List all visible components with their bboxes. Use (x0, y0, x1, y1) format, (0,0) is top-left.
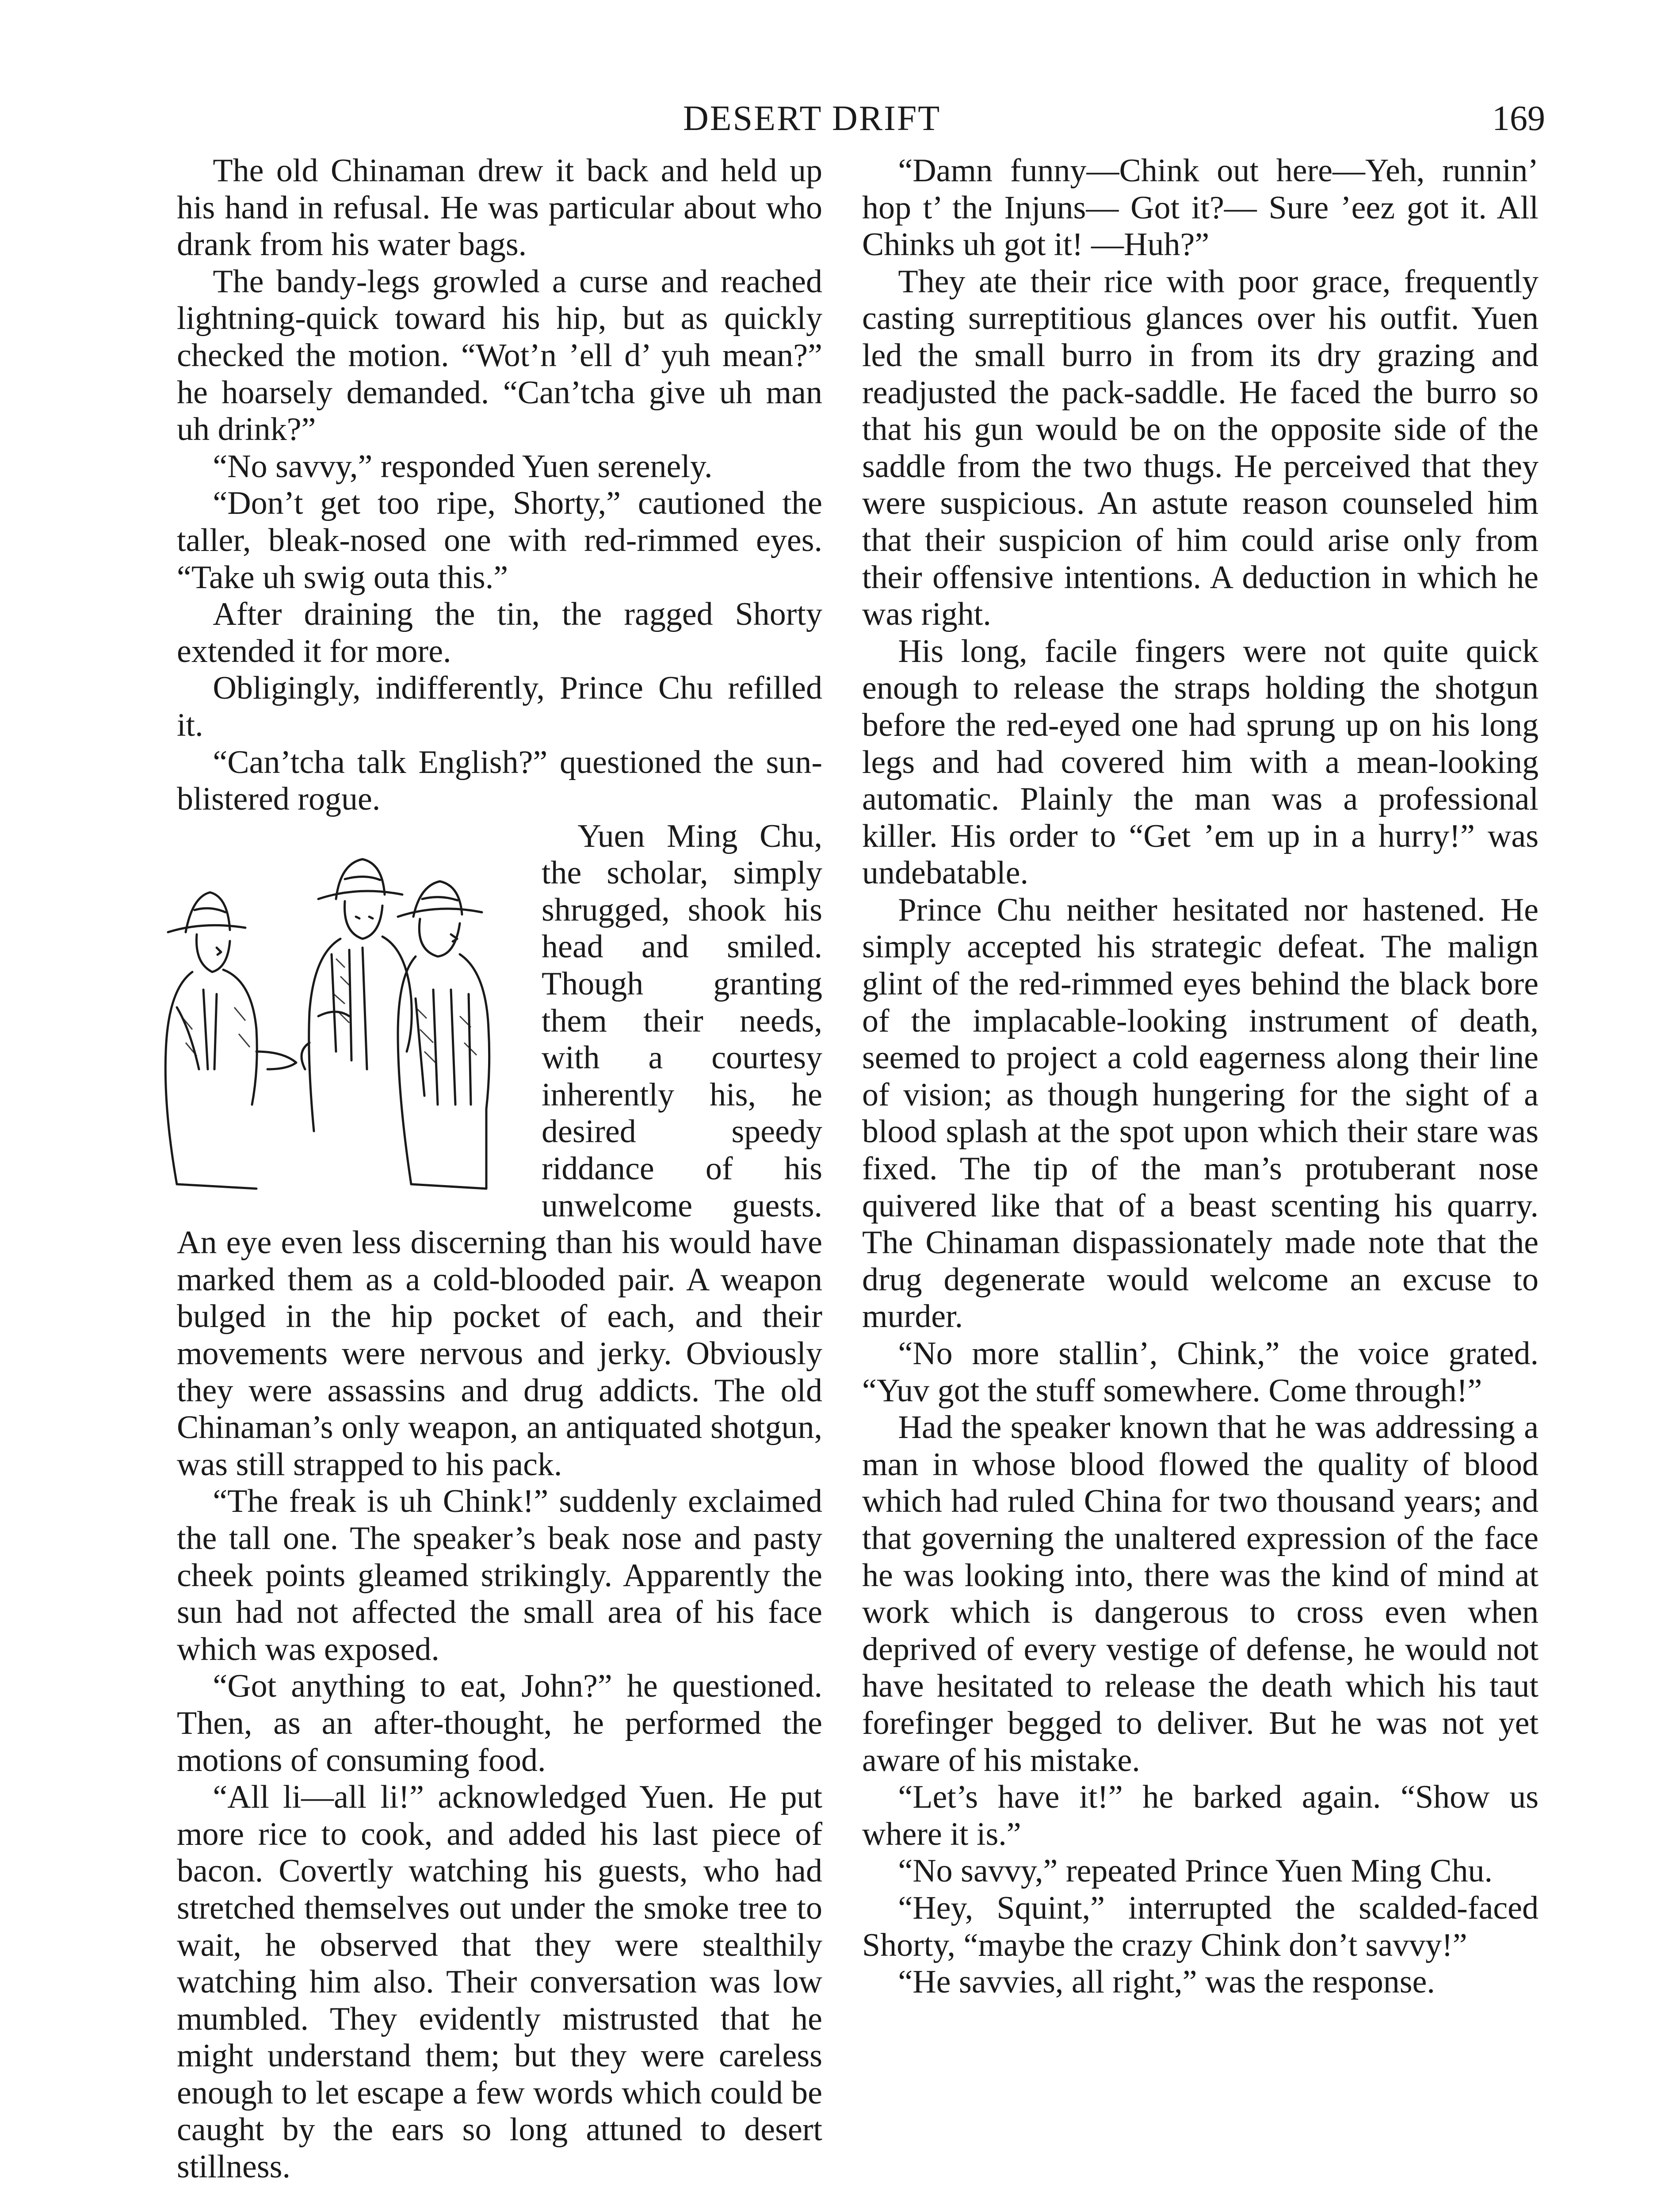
right-paragraph-7: “Let’s have it!” he barked again. “Show us where it is.” (862, 1779, 1539, 1852)
right-paragraph-9: “Hey, Squint,” interrupted the scalded-faced Shorty, “maybe the crazy Chink don’t savvy!” (862, 1890, 1539, 1963)
left-paragraph-9: “The freak is uh Chink!” suddenly exclaimed the tall one. The speaker’s beak nose and pasty cheek points gleamed strikingly. Apparently the sun had not affected the small area of his face which was exposed. (177, 1483, 822, 1668)
left-paragraph-6: Obligingly, indifferently, Prince Chu refilled it. (177, 670, 822, 743)
right-paragraph-3: His long, facile fingers were not quite quick enough to release the straps holding the shotgun before the red-eyed one had sprung up on his long legs and had covered him with a mean-looking automatic. Plainly the man was a professional killer. His order to “Get ’em up in a hurry!” was undebatable. (862, 633, 1539, 891)
left-paragraph-4: “Don’t get too ripe, Shorty,” cautioned the taller, bleak-nosed one with red-rimmed eyes. “Take uh swig outa this.” (177, 485, 822, 596)
right-paragraph-2: They ate their rice with poor grace, frequently casting surreptitious glances over his outfit. Yuen led the small burro in from its dry grazing and readjusted the pack-saddle. He faced the burro so that his gun would be on the opposite side of the saddle from the two thugs. He perceived that they were suspicious. An astute reason counseled him that their suspicion of him could arise only from their offensive intentions. A deduction in which he was right. (862, 263, 1539, 633)
left-paragraph-10: “Got anything to eat, John?” he questioned. Then, as an after-thought, he performed the motions of consuming food. (177, 1668, 822, 1779)
left-paragraph-1: The old Chinaman drew it back and held up his hand in refusal. He was particular about who drank from his water bags. (177, 153, 822, 263)
left-column (177, 153, 822, 2186)
running-head (0, 96, 1680, 145)
page-number: 169 (1492, 99, 1545, 138)
right-paragraph-5: “No more stallin’, Chink,” the voice grated. “Yuv got the stuff somewhere. Come through!” (862, 1335, 1539, 1409)
left-paragraph-8: Yuen Ming Chu, the scholar, simply shrugged, shook his head and smiled. Though granting them their needs, with a courtesy inherently his, he desired speedy riddance of his unwelcome guests. An eye even less discerning than his would have marked them as a cold-blooded pair. A weapon bulged in the hip pocket of each, and their movements were nervous and jerky. Obviously they were assassins and drug addicts. The old Chinaman’s only weapon, an antiquated shotgun, was still strapped to his pack. (177, 818, 822, 1483)
right-paragraph-1: “Damn funny—Chink out here—Yeh, runnin’ hop t’ the Injuns— Got it?— Sure ’eez got it. All Chinks uh got it! —Huh?” (862, 153, 1539, 263)
left-paragraph-11: “All li—all li!” acknowledged Yuen. He put more rice to cook, and added his last piece of bacon. Covertly watching his guests, who had stretched themselves out under the smoke tree to wait, he observed that they were stealthily watching him also. Their conversation was low mumbled. They evidently mistrusted that he might understand them; but they were careless enough to let escape a few words which could be caught by the ears so long attuned to desert stillness. (177, 1779, 822, 2185)
left-paragraph-2: The bandy-legs growled a curse and reached lightning-quick toward his hip, but as quickly checked the motion. “Wot’n ’ell d’ yuh mean?” he hoarsely demanded. “Can’tcha give uh man uh drink?” (177, 263, 822, 448)
right-column (862, 153, 1539, 2001)
left-paragraph-3: “No savvy,” responded Yuen serenely. (213, 448, 713, 485)
left-paragraph-7: “Can’tcha talk English?” questioned the sun-blistered rogue. (177, 744, 822, 818)
right-paragraph-10: “He savvies, all right,” was the response. (898, 1964, 1435, 2001)
left-paragraph-5: After draining the tin, the ragged Shorty extended it for more. (177, 596, 822, 669)
right-paragraph-8: “No savvy,” repeated Prince Yuen Ming Chu. (898, 1853, 1493, 1890)
pen-sketch-three-figures-icon (150, 822, 528, 1202)
right-paragraph-4: Prince Chu neither hesitated nor hastened. He simply accepted his strategic defeat. The malign glint of the red-rimmed eyes behind the black bore of the implacable-looking instrument of death, seemed to project a cold eagerness along their line of vision; as though hungering for the sight of a blood splash at the spot upon which their stare was fixed. The tip of the man’s protuberant nose quivered like that of a beast scenting his quarry. The Chinaman dispassionately made note that the drug degenerate would welcome an excuse to murder. (862, 891, 1539, 1335)
right-paragraph-6: Had the speaker known that he was addressing a man in whose blood flowed the quality of blood which had ruled China for two thousand years; and that governing the unaltered expression of the face he was looking into, there was the kind of mind at work which is dangerous to cross even when deprived of every vestige of defense, he would not have hesitated to release the death which his taut forefinger begged to deliver. But he was not yet aware of his mistake. (862, 1409, 1539, 1779)
running-head-title: DESERT DRIFT (683, 99, 941, 138)
